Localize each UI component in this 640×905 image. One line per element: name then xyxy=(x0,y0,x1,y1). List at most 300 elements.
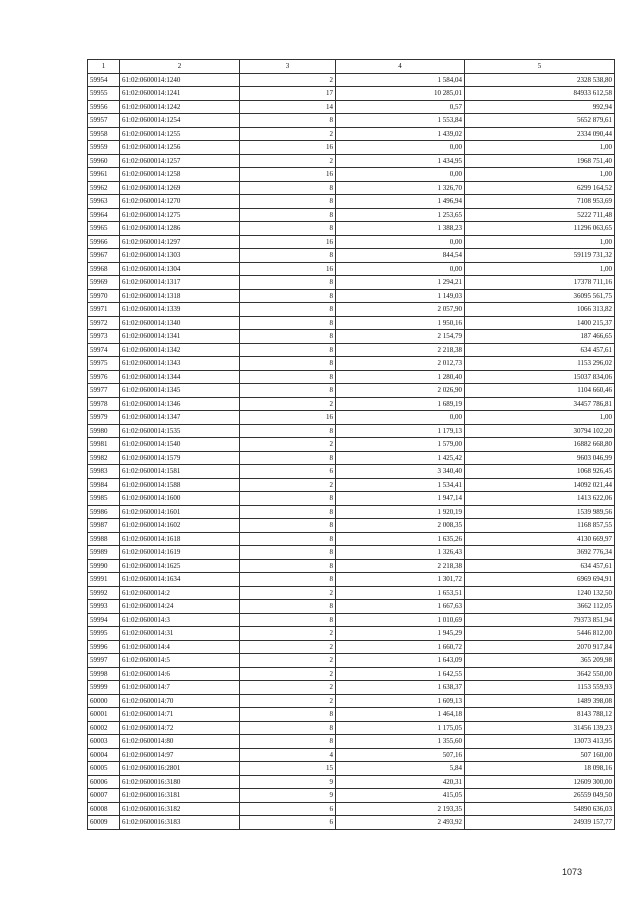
table-cell-col-3: 6 xyxy=(240,465,336,479)
table-cell-col-5: 31456 139,23 xyxy=(465,721,615,735)
table-row xyxy=(88,532,615,546)
table-cell-col-1: 59981 xyxy=(88,438,120,452)
table-cell-col-3: 2 xyxy=(240,397,336,411)
table-cell-col-3: 8 xyxy=(240,208,336,222)
table-cell-col-5: 30794 102,20 xyxy=(465,424,615,438)
table-cell-col-2: 61:02:0600014:1346 xyxy=(120,397,240,411)
table-cell-col-3: 9 xyxy=(240,775,336,789)
table-cell-col-4: 1 653,51 xyxy=(336,586,465,600)
table-cell-col-4: 1 326,43 xyxy=(336,546,465,560)
table-row xyxy=(88,357,615,371)
table-cell-col-1: 59992 xyxy=(88,586,120,600)
table-cell-col-1: 59957 xyxy=(88,114,120,128)
table-row xyxy=(88,141,615,155)
table-cell-col-2: 61:02:0600014:71 xyxy=(120,708,240,722)
table-cell-col-5: 1168 857,55 xyxy=(465,519,615,533)
table-cell-col-3: 8 xyxy=(240,519,336,533)
table-cell-col-3: 8 xyxy=(240,532,336,546)
table-row xyxy=(88,343,615,357)
table-cell-col-4: 2 193,35 xyxy=(336,802,465,816)
table-cell-col-5: 1104 660,46 xyxy=(465,384,615,398)
table-row xyxy=(88,775,615,789)
table-cell-col-4: 1 579,00 xyxy=(336,438,465,452)
column-header-4: 4 xyxy=(336,60,465,74)
table-cell-col-1: 60000 xyxy=(88,694,120,708)
table-cell-col-2: 61:02:0600014:24 xyxy=(120,600,240,614)
table-cell-col-2: 61:02:0600014:1317 xyxy=(120,276,240,290)
table-cell-col-5: 1068 926,45 xyxy=(465,465,615,479)
table-cell-col-3: 8 xyxy=(240,721,336,735)
table-cell-col-3: 16 xyxy=(240,411,336,425)
table-row xyxy=(88,370,615,384)
table-cell-col-1: 59978 xyxy=(88,397,120,411)
table-cell-col-5: 365 209,98 xyxy=(465,654,615,668)
table-row xyxy=(88,600,615,614)
table-cell-col-1: 59956 xyxy=(88,100,120,114)
table-row xyxy=(88,451,615,465)
table-cell-col-5: 36095 561,75 xyxy=(465,289,615,303)
table-cell-col-3: 8 xyxy=(240,384,336,398)
table-cell-col-3: 16 xyxy=(240,141,336,155)
table-row xyxy=(88,505,615,519)
table-cell-col-3: 8 xyxy=(240,276,336,290)
table-cell-col-3: 2 xyxy=(240,127,336,141)
table-cell-col-1: 59984 xyxy=(88,478,120,492)
table-cell-col-4: 1 496,94 xyxy=(336,195,465,209)
table-cell-col-2: 61:02:0600014:5 xyxy=(120,654,240,668)
table-cell-col-3: 8 xyxy=(240,222,336,236)
table-cell-col-1: 59991 xyxy=(88,573,120,587)
table-row xyxy=(88,559,615,573)
table-cell-col-1: 59977 xyxy=(88,384,120,398)
table-cell-col-5: 3642 550,00 xyxy=(465,667,615,681)
column-header-3: 3 xyxy=(240,60,336,74)
table-cell-col-3: 8 xyxy=(240,492,336,506)
table-cell-col-2: 61:02:0600014:7 xyxy=(120,681,240,695)
table-cell-col-2: 61:02:0600014:1344 xyxy=(120,370,240,384)
table-cell-col-3: 8 xyxy=(240,114,336,128)
table-cell-col-5: 26559 049,50 xyxy=(465,789,615,803)
table-cell-col-3: 4 xyxy=(240,748,336,762)
table-cell-col-2: 61:02:0600014:1242 xyxy=(120,100,240,114)
table-cell-col-2: 61:02:0600014:3 xyxy=(120,613,240,627)
table-cell-col-1: 59980 xyxy=(88,424,120,438)
table-cell-col-2: 61:02:0600014:1618 xyxy=(120,532,240,546)
table-cell-col-4: 2 154,79 xyxy=(336,330,465,344)
table-cell-col-2: 61:02:0600016:2801 xyxy=(120,762,240,776)
table-cell-col-4: 1 149,03 xyxy=(336,289,465,303)
table-cell-col-2: 61:02:0600014:1297 xyxy=(120,235,240,249)
table-cell-col-1: 59962 xyxy=(88,181,120,195)
table-cell-col-5: 1,00 xyxy=(465,411,615,425)
table-row xyxy=(88,748,615,762)
table-cell-col-5: 11296 063,65 xyxy=(465,222,615,236)
table-row xyxy=(88,492,615,506)
table-cell-col-3: 6 xyxy=(240,816,336,830)
table-row xyxy=(88,316,615,330)
table-cell-col-3: 15 xyxy=(240,762,336,776)
table-row xyxy=(88,303,615,317)
table-cell-col-2: 61:02:0600014:1258 xyxy=(120,168,240,182)
table-row xyxy=(88,127,615,141)
table-cell-col-5: 17378 711,16 xyxy=(465,276,615,290)
table-cell-col-3: 2 xyxy=(240,438,336,452)
table-cell-col-2: 61:02:0600014:70 xyxy=(120,694,240,708)
table-cell-col-5: 7108 953,69 xyxy=(465,195,615,209)
table-cell-col-4: 415,05 xyxy=(336,789,465,803)
table-cell-col-1: 59959 xyxy=(88,141,120,155)
table-cell-col-2: 61:02:0600014:1255 xyxy=(120,127,240,141)
table-row xyxy=(88,289,615,303)
table-cell-col-5: 1240 132,50 xyxy=(465,586,615,600)
table-cell-col-1: 59973 xyxy=(88,330,120,344)
table-row xyxy=(88,438,615,452)
table-cell-col-3: 8 xyxy=(240,181,336,195)
table-cell-col-1: 59955 xyxy=(88,87,120,101)
table-cell-col-3: 8 xyxy=(240,357,336,371)
table-cell-col-5: 15037 834,06 xyxy=(465,370,615,384)
table-cell-col-1: 59979 xyxy=(88,411,120,425)
table-cell-col-3: 8 xyxy=(240,559,336,573)
table-cell-col-3: 8 xyxy=(240,613,336,627)
table-cell-col-3: 14 xyxy=(240,100,336,114)
table-row xyxy=(88,573,615,587)
table-cell-col-2: 61:02:0600014:4 xyxy=(120,640,240,654)
table-row xyxy=(88,73,615,87)
table-cell-col-2: 61:02:0600014:1303 xyxy=(120,249,240,263)
data-table xyxy=(87,59,615,830)
table-cell-col-1: 59958 xyxy=(88,127,120,141)
table-cell-col-5: 3662 112,05 xyxy=(465,600,615,614)
table-cell-col-4: 0,00 xyxy=(336,235,465,249)
table-cell-col-1: 60004 xyxy=(88,748,120,762)
table-row xyxy=(88,519,615,533)
table-cell-col-5: 6299 164,52 xyxy=(465,181,615,195)
table-cell-col-4: 0,00 xyxy=(336,262,465,276)
table-cell-col-2: 61:02:0600014:1345 xyxy=(120,384,240,398)
table-cell-col-5: 3692 776,34 xyxy=(465,546,615,560)
table-cell-col-5: 34457 786,81 xyxy=(465,397,615,411)
table-cell-col-1: 59995 xyxy=(88,627,120,641)
table-cell-col-2: 61:02:0600014:1579 xyxy=(120,451,240,465)
table-cell-col-5: 5222 711,48 xyxy=(465,208,615,222)
table-row xyxy=(88,330,615,344)
table-row xyxy=(88,667,615,681)
table-row xyxy=(88,708,615,722)
table-cell-col-2: 61:02:0600014:97 xyxy=(120,748,240,762)
table-cell-col-5: 6969 694,91 xyxy=(465,573,615,587)
table-cell-col-2: 61:02:0600016:3182 xyxy=(120,802,240,816)
column-header-1: 1 xyxy=(88,60,120,74)
table-row xyxy=(88,168,615,182)
table-cell-col-2: 61:02:0600014:1588 xyxy=(120,478,240,492)
table-cell-col-1: 59988 xyxy=(88,532,120,546)
table-cell-col-3: 8 xyxy=(240,316,336,330)
table-cell-col-1: 59961 xyxy=(88,168,120,182)
table-cell-col-5: 5652 879,61 xyxy=(465,114,615,128)
table-cell-col-4: 1 439,02 xyxy=(336,127,465,141)
table-row xyxy=(88,235,615,249)
table-row xyxy=(88,789,615,803)
table-cell-col-1: 59970 xyxy=(88,289,120,303)
table-cell-col-2: 61:02:0600014:1347 xyxy=(120,411,240,425)
table-row xyxy=(88,384,615,398)
table-cell-col-4: 1 175,05 xyxy=(336,721,465,735)
table-cell-col-2: 61:02:0600016:3181 xyxy=(120,789,240,803)
table-cell-col-4: 0,57 xyxy=(336,100,465,114)
table-cell-col-4: 1 689,19 xyxy=(336,397,465,411)
table-cell-col-5: 4130 669,97 xyxy=(465,532,615,546)
table-cell-col-3: 2 xyxy=(240,667,336,681)
table-cell-col-2: 61:02:0600014:1634 xyxy=(120,573,240,587)
table-cell-col-3: 2 xyxy=(240,154,336,168)
table-cell-col-5: 992,94 xyxy=(465,100,615,114)
table-cell-col-4: 5,84 xyxy=(336,762,465,776)
table-cell-col-1: 59983 xyxy=(88,465,120,479)
table-cell-col-1: 59974 xyxy=(88,343,120,357)
table-cell-col-3: 8 xyxy=(240,370,336,384)
table-cell-col-3: 17 xyxy=(240,87,336,101)
table-cell-col-5: 2070 917,84 xyxy=(465,640,615,654)
table-cell-col-4: 1 553,84 xyxy=(336,114,465,128)
header-row xyxy=(88,60,615,74)
table-cell-col-4: 1 280,40 xyxy=(336,370,465,384)
table-cell-col-3: 2 xyxy=(240,694,336,708)
table-cell-col-5: 8143 788,12 xyxy=(465,708,615,722)
table-cell-col-1: 59972 xyxy=(88,316,120,330)
table-cell-col-3: 8 xyxy=(240,451,336,465)
table-cell-col-3: 2 xyxy=(240,654,336,668)
table-cell-col-3: 2 xyxy=(240,73,336,87)
table-row xyxy=(88,627,615,641)
table-cell-col-2: 61:02:0600014:1535 xyxy=(120,424,240,438)
table-cell-col-3: 2 xyxy=(240,627,336,641)
table-cell-col-2: 61:02:0600014:1275 xyxy=(120,208,240,222)
table-cell-col-5: 1153 296,02 xyxy=(465,357,615,371)
table-cell-col-4: 1 253,65 xyxy=(336,208,465,222)
table-cell-col-2: 61:02:0600014:80 xyxy=(120,735,240,749)
table-cell-col-1: 59964 xyxy=(88,208,120,222)
table-cell-col-4: 420,31 xyxy=(336,775,465,789)
table-cell-col-1: 59960 xyxy=(88,154,120,168)
table-cell-col-5: 12609 300,00 xyxy=(465,775,615,789)
table-cell-col-4: 1 947,14 xyxy=(336,492,465,506)
table-row xyxy=(88,640,615,654)
table-cell-col-3: 2 xyxy=(240,640,336,654)
table-cell-col-3: 8 xyxy=(240,330,336,344)
table-cell-col-5: 1,00 xyxy=(465,262,615,276)
table-cell-col-5: 18 098,16 xyxy=(465,762,615,776)
table-cell-col-3: 16 xyxy=(240,235,336,249)
table-row xyxy=(88,424,615,438)
table-cell-col-5: 1400 215,37 xyxy=(465,316,615,330)
table-row xyxy=(88,249,615,263)
table-cell-col-3: 8 xyxy=(240,195,336,209)
table-cell-col-1: 60005 xyxy=(88,762,120,776)
table-cell-col-4: 0,00 xyxy=(336,141,465,155)
table-cell-col-1: 59954 xyxy=(88,73,120,87)
table-cell-col-4: 1 638,37 xyxy=(336,681,465,695)
table-cell-col-3: 8 xyxy=(240,303,336,317)
table-cell-col-1: 59994 xyxy=(88,613,120,627)
table-cell-col-1: 59999 xyxy=(88,681,120,695)
table-cell-col-1: 59993 xyxy=(88,600,120,614)
table-cell-col-4: 2 057,90 xyxy=(336,303,465,317)
table-cell-col-3: 8 xyxy=(240,343,336,357)
table-cell-col-1: 59965 xyxy=(88,222,120,236)
table-cell-col-1: 60009 xyxy=(88,816,120,830)
column-header-5: 5 xyxy=(465,60,615,74)
table-cell-col-3: 8 xyxy=(240,735,336,749)
table-cell-col-3: 16 xyxy=(240,262,336,276)
table-cell-col-2: 61:02:0600014:31 xyxy=(120,627,240,641)
table-cell-col-1: 60003 xyxy=(88,735,120,749)
table-cell-col-1: 59976 xyxy=(88,370,120,384)
table-cell-col-5: 2334 090,44 xyxy=(465,127,615,141)
table-cell-col-5: 59119 731,32 xyxy=(465,249,615,263)
table-cell-col-2: 61:02:0600014:1601 xyxy=(120,505,240,519)
table-cell-col-4: 1 609,13 xyxy=(336,694,465,708)
table-cell-col-2: 61:02:0600014:1286 xyxy=(120,222,240,236)
table-cell-col-4: 1 326,70 xyxy=(336,181,465,195)
table-cell-col-1: 59998 xyxy=(88,667,120,681)
table-cell-col-1: 59987 xyxy=(88,519,120,533)
table-cell-col-5: 187 466,65 xyxy=(465,330,615,344)
table-cell-col-3: 8 xyxy=(240,289,336,303)
table-cell-col-4: 1 534,41 xyxy=(336,478,465,492)
table-cell-col-3: 8 xyxy=(240,505,336,519)
table-cell-col-1: 59975 xyxy=(88,357,120,371)
table-cell-col-4: 1 355,60 xyxy=(336,735,465,749)
table-cell-col-2: 61:02:0600014:6 xyxy=(120,667,240,681)
table-cell-col-4: 2 026,90 xyxy=(336,384,465,398)
table-cell-col-1: 59963 xyxy=(88,195,120,209)
table-row xyxy=(88,465,615,479)
table-cell-col-5: 1,00 xyxy=(465,235,615,249)
table-cell-col-4: 0,00 xyxy=(336,411,465,425)
table-cell-col-2: 61:02:0600014:1304 xyxy=(120,262,240,276)
table-cell-col-1: 60001 xyxy=(88,708,120,722)
table-cell-col-5: 2328 538,80 xyxy=(465,73,615,87)
table-cell-col-4: 1 660,72 xyxy=(336,640,465,654)
page-number: 1073 xyxy=(562,867,583,877)
table-row xyxy=(88,721,615,735)
table-cell-col-5: 1539 989,56 xyxy=(465,505,615,519)
table-cell-col-4: 2 493,92 xyxy=(336,816,465,830)
table-cell-col-2: 61:02:0600014:1342 xyxy=(120,343,240,357)
table-row xyxy=(88,195,615,209)
table-cell-col-3: 2 xyxy=(240,681,336,695)
table-cell-col-2: 61:02:0600016:3180 xyxy=(120,775,240,789)
table-row xyxy=(88,397,615,411)
table-cell-col-2: 61:02:0600014:1256 xyxy=(120,141,240,155)
table-cell-col-4: 1 301,72 xyxy=(336,573,465,587)
table-cell-col-5: 1968 751,40 xyxy=(465,154,615,168)
table-row xyxy=(88,681,615,695)
table-cell-col-4: 1 425,42 xyxy=(336,451,465,465)
table-cell-col-1: 59982 xyxy=(88,451,120,465)
table-cell-col-3: 8 xyxy=(240,546,336,560)
table-cell-col-2: 61:02:0600014:2 xyxy=(120,586,240,600)
table-cell-col-5: 1413 622,06 xyxy=(465,492,615,506)
table-cell-col-1: 59967 xyxy=(88,249,120,263)
table-cell-col-1: 59985 xyxy=(88,492,120,506)
table-row xyxy=(88,262,615,276)
table-cell-col-2: 61:02:0600014:1602 xyxy=(120,519,240,533)
table-row xyxy=(88,208,615,222)
table-cell-col-1: 60008 xyxy=(88,802,120,816)
table-cell-col-4: 1 179,13 xyxy=(336,424,465,438)
table-cell-col-3: 16 xyxy=(240,168,336,182)
table-row xyxy=(88,181,615,195)
table-cell-col-5: 54890 636,03 xyxy=(465,802,615,816)
table-row xyxy=(88,613,615,627)
table-cell-col-4: 2 218,38 xyxy=(336,559,465,573)
table-cell-col-3: 6 xyxy=(240,802,336,816)
table-cell-col-3: 9 xyxy=(240,789,336,803)
table-cell-col-2: 61:02:0600014:1341 xyxy=(120,330,240,344)
table-cell-col-3: 8 xyxy=(240,573,336,587)
table-cell-col-5: 24939 157,77 xyxy=(465,816,615,830)
table-cell-col-4: 507,16 xyxy=(336,748,465,762)
table-cell-col-5: 16882 668,80 xyxy=(465,438,615,452)
table-cell-col-1: 59969 xyxy=(88,276,120,290)
table-cell-col-1: 59990 xyxy=(88,559,120,573)
table-row xyxy=(88,100,615,114)
table-row xyxy=(88,114,615,128)
table-row xyxy=(88,654,615,668)
table-cell-col-5: 84933 612,58 xyxy=(465,87,615,101)
table-cell-col-2: 61:02:0600014:1600 xyxy=(120,492,240,506)
table-cell-col-1: 60007 xyxy=(88,789,120,803)
table-cell-col-4: 1 667,63 xyxy=(336,600,465,614)
table-cell-col-2: 61:02:0600014:1254 xyxy=(120,114,240,128)
table-row xyxy=(88,87,615,101)
table-cell-col-4: 2 012,73 xyxy=(336,357,465,371)
table-cell-col-2: 61:02:0600014:1318 xyxy=(120,289,240,303)
table-cell-col-5: 1153 559,93 xyxy=(465,681,615,695)
table-cell-col-2: 61:02:0600014:1270 xyxy=(120,195,240,209)
table-cell-col-4: 1 950,16 xyxy=(336,316,465,330)
table-cell-col-4: 1 635,26 xyxy=(336,532,465,546)
table-cell-col-4: 844,54 xyxy=(336,249,465,263)
table-body xyxy=(88,73,615,829)
table-cell-col-4: 1 643,09 xyxy=(336,654,465,668)
table-cell-col-2: 61:02:0600014:1540 xyxy=(120,438,240,452)
table-cell-col-1: 59989 xyxy=(88,546,120,560)
table-row xyxy=(88,411,615,425)
table-cell-col-5: 1,00 xyxy=(465,141,615,155)
table-cell-col-2: 61:02:0600014:1619 xyxy=(120,546,240,560)
table-row xyxy=(88,222,615,236)
table-cell-col-4: 3 340,40 xyxy=(336,465,465,479)
table-cell-col-4: 1 642,55 xyxy=(336,667,465,681)
table-cell-col-1: 59966 xyxy=(88,235,120,249)
table-cell-col-3: 2 xyxy=(240,586,336,600)
table-cell-col-5: 507 160,00 xyxy=(465,748,615,762)
table-cell-col-5: 1,00 xyxy=(465,168,615,182)
table-cell-col-5: 79373 851,94 xyxy=(465,613,615,627)
table-row xyxy=(88,762,615,776)
table-row xyxy=(88,735,615,749)
table-cell-col-4: 2 008,35 xyxy=(336,519,465,533)
table-cell-col-2: 61:02:0600014:1240 xyxy=(120,73,240,87)
table-cell-col-5: 634 457,61 xyxy=(465,559,615,573)
table-cell-col-1: 60002 xyxy=(88,721,120,735)
column-header-2: 2 xyxy=(120,60,240,74)
table-cell-col-2: 61:02:0600016:3183 xyxy=(120,816,240,830)
table-cell-col-5: 1066 313,82 xyxy=(465,303,615,317)
